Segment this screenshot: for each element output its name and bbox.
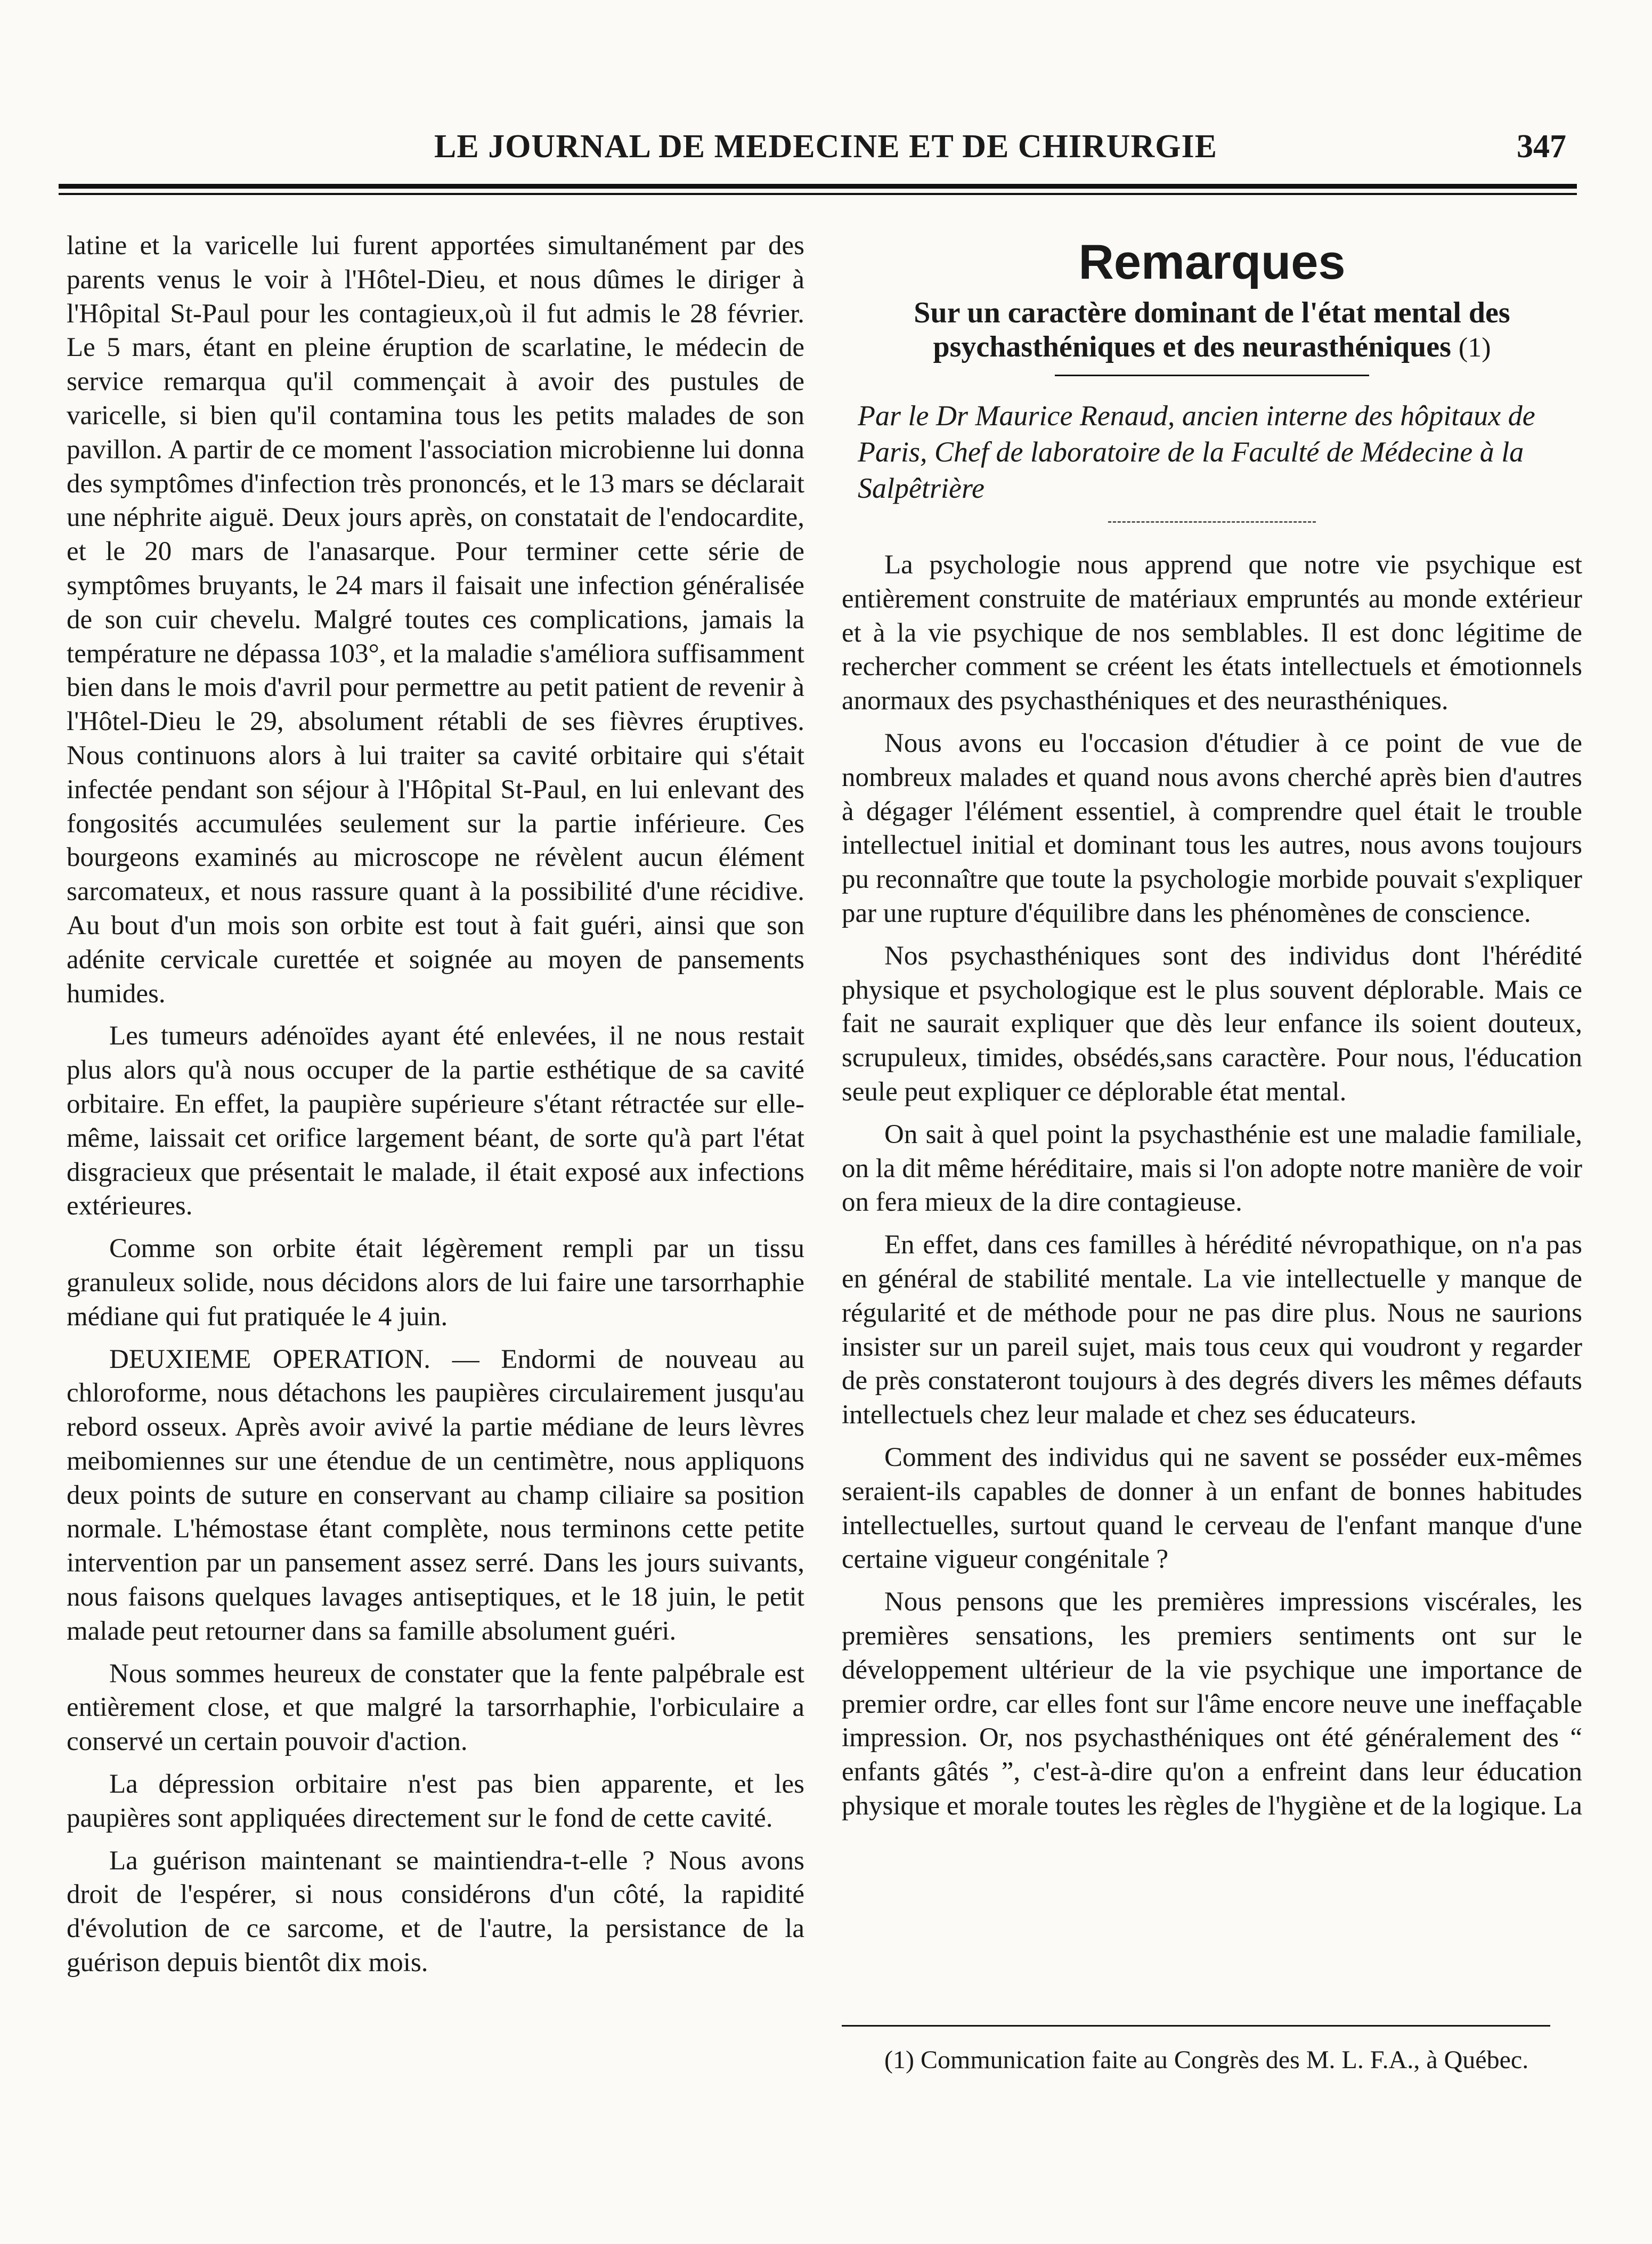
article-paragraph: Nous pensons que les premières impressions viscérales, les premières sensations, les premiers sentiments ont sur le développement ultérieur de la vie psychique une importance de premier ordre, car elles font sur l'âme encore neuve une ineffaçable impression. Or, nos psychasthéniques ont été généralement des “ enfants gâtés ”, c'est-à-dire qu'on a enfreint dans leur éducation physique et morale toutes les règles de l'hygiène et de la logique. La [842, 1587, 1582, 1821]
journal-title: LE JOURNAL DE MEDECINE ET DE CHIRURGIE [434, 128, 1217, 165]
left-paragraph: latine et la varicelle lui furent apportées simultanément par des parents venus le voir à l'Hôtel-Dieu, et nous dûmes le diriger à l'Hôpital St-Paul pour les contagieux,où il fut admis le 28 février. Le 5 mars, étant en pleine éruption de scarlatine, le médecin de service remarqua qu'il commençait à avoir des pustules de varicelle, si bien qu'il contamina tous les petits malades de son pavillon. A partir de ce moment l'association microbienne lui donna des symptômes d'infection très prononcés, et le 13 mars se déclarait une néphrite aiguë. Deux jours après, on constatait de l'endocardite, et le 20 mars de l'anasarque. Pour terminer cette série de symptômes bruyants, le 24 mars il faisait une infection généralisée de son cuir chevelu. Malgré toutes ces complications, jamais la température ne dépassa 103°, et la maladie s'améliora suffisamment bien dans le mois d'avril pour permettre au petit patient de revenir à l'Hôtel-Dieu le 29, absolument rétabli de ses fièvres éruptives. Nous continuons alors à lui traiter sa cavité orbitaire qui s'était infectée pendant son séjour à l'Hôpital St-Paul, en lui enlevant des fongosités accumulées seulement sur la partie inférieure. Ces bourgeons examinés au microscope ne révèlent aucun élément sarcomateux, et nous rassure quant à la possibilité d'une récidive. Au bout d'un mois son orbite est tout à fait guéri, ainsi que son adénite cervicale curettée et soignée au moyen de pansements humides. [67, 231, 804, 1009]
left-paragraph: Nous sommes heureux de constater que la fente palpébrale est entièrement close, et que malgré la tarsorrhaphie, l'orbiculaire a conservé un certain pouvoir d'action. [67, 1658, 804, 1757]
article-subtitle [842, 296, 1582, 365]
article-paragraph: Nous avons eu l'occasion d'étudier à ce point de vue de nombreux malades et quand nous avons cherché après bien d'autres à dégager l'élément essentiel, à comprendre quel était le trouble intellectuel initial et dominant tous les autres, nous avons toujours pu reconnaître que toute la psychologie morbide pouvait s'expliquer par une rupture d'équilibre dans les phénomènes de conscience. [842, 728, 1582, 928]
article-title: Remarques [1078, 235, 1346, 289]
left-paragraph: Comme son orbite était légèrement rempli par un tissu granuleux solide, nous décidons alors de lui faire une tarsorrhaphie médiane qui fut pratiquée le 4 juin. [67, 1234, 804, 1332]
left-paragraph: La dépression orbitaire n'est pas bien apparente, et les paupières sont appliquées directement sur le fond de cette cavité. [67, 1769, 804, 1833]
article-paragraph: En effet, dans ces familles à hérédité névropathique, on n'a pas en général de stabilité mentale. La vie intellectuelle y manque de régularité et de méthode pour ne pas dire plus. Nous ne saurions insister sur un pareil sujet, mais tous ceux qui voudront y regarder de près constateront toujours à des degrés divers les mêmes défauts intellectuels chez leur malade et chez ses éducateurs. [842, 1230, 1582, 1430]
footnote-marker: (1) [1458, 333, 1491, 363]
header-rule-thin [59, 193, 1577, 195]
article-paragraph: Comment des individus qui ne savent se posséder eux-mêmes seraient-ils capables de donner à un enfant de bonnes habitudes intellectuelles, surtout quand le cerveau de l'enfant manque d'une certaine vigueur congénitale ? [842, 1442, 1582, 1575]
article-paragraph: On sait à quel point la psychasthénie est une maladie familiale, on la dit même héréditaire, mais si l'on adopte notre manière de voir on fera mieux de la dire contagieuse. [842, 1119, 1582, 1218]
article-byline: Par le Dr Maurice Renaud, ancien interne des hôpitaux de Paris, Chef de laboratoire de la Faculté de Médecine à la Salpêtrière [858, 400, 1535, 504]
article-paragraph: La psychologie nous apprend que notre vie psychique est entièrement construite de matériaux empruntés au monde extérieur et à la vie psychique de nos semblables. Il est donc légitime de rechercher comment se créent les états intellectuels et émotionnels anormaux des psychasthéniques et des neurasthéniques. [842, 550, 1582, 716]
left-paragraph: Les tumeurs adénoïdes ayant été enlevées, il ne nous restait plus alors qu'à nous occuper de la partie esthétique de sa cavité orbitaire. En effet, la paupière supérieure s'étant rétractée sur elle-même, laissait cet orifice largement béant, de sorte qu'à part l'état disgracieux que présentait le malade, il était exposé aux infections extérieures. [67, 1021, 804, 1221]
article-subtitle-text: Sur un caractère dominant de l'état mental des psychasthéniques et des neurasthéniques [914, 296, 1510, 363]
header-rule-thick [59, 184, 1577, 189]
subtitle-rule [1055, 375, 1369, 376]
byline-separator [1108, 521, 1316, 523]
page-header [53, 128, 1588, 181]
right-column [842, 234, 1582, 1832]
left-paragraph: La guérison maintenant se maintiendra-t-elle ? Nous avons droit de l'espérer, si nous considérons d'un côté, la rapidité d'évolution de ce sarcome, et de l'autre, la persistance de la guérison depuis bientôt dix mois. [67, 1845, 804, 1978]
footnote-rule [842, 2025, 1550, 2027]
page-number: 347 [1517, 128, 1566, 165]
left-paragraph: DEUXIEME OPERATION. — Endormi de nouveau au chloroforme, nous détachons les paupières circulairement jusqu'au rebord osseux. Après avoir avivé la partie médiane de leurs lèvres meibomiennes sur une étendue de un centimètre, nous appliquons deux points de suture en conservant au champ ciliaire sa position normale. L'hémostase étant complète, nous terminons cette petite intervention par un pansement assez serré. Dans les jours suivants, nous faisons quelques lavages antiseptiques, et le 18 juin, le petit malade peut retourner dans sa famille absolument guéri. [67, 1344, 804, 1646]
footnote: (1) Communication faite au Congrès des M. L. F.A., à Québec. [884, 2046, 1529, 2074]
article-paragraph: Nos psychasthéniques sont des individus dont l'hérédité physique et psychologique est le plus souvent déplorable. Mais ce fait ne saurait expliquer que dès leur enfance ils soient douteux, scrupuleux, timides, obsédés,sans caractère. Pour nous, l'éducation seule peut expliquer ce déplorable état mental. [842, 941, 1582, 1107]
left-column [67, 229, 804, 1989]
